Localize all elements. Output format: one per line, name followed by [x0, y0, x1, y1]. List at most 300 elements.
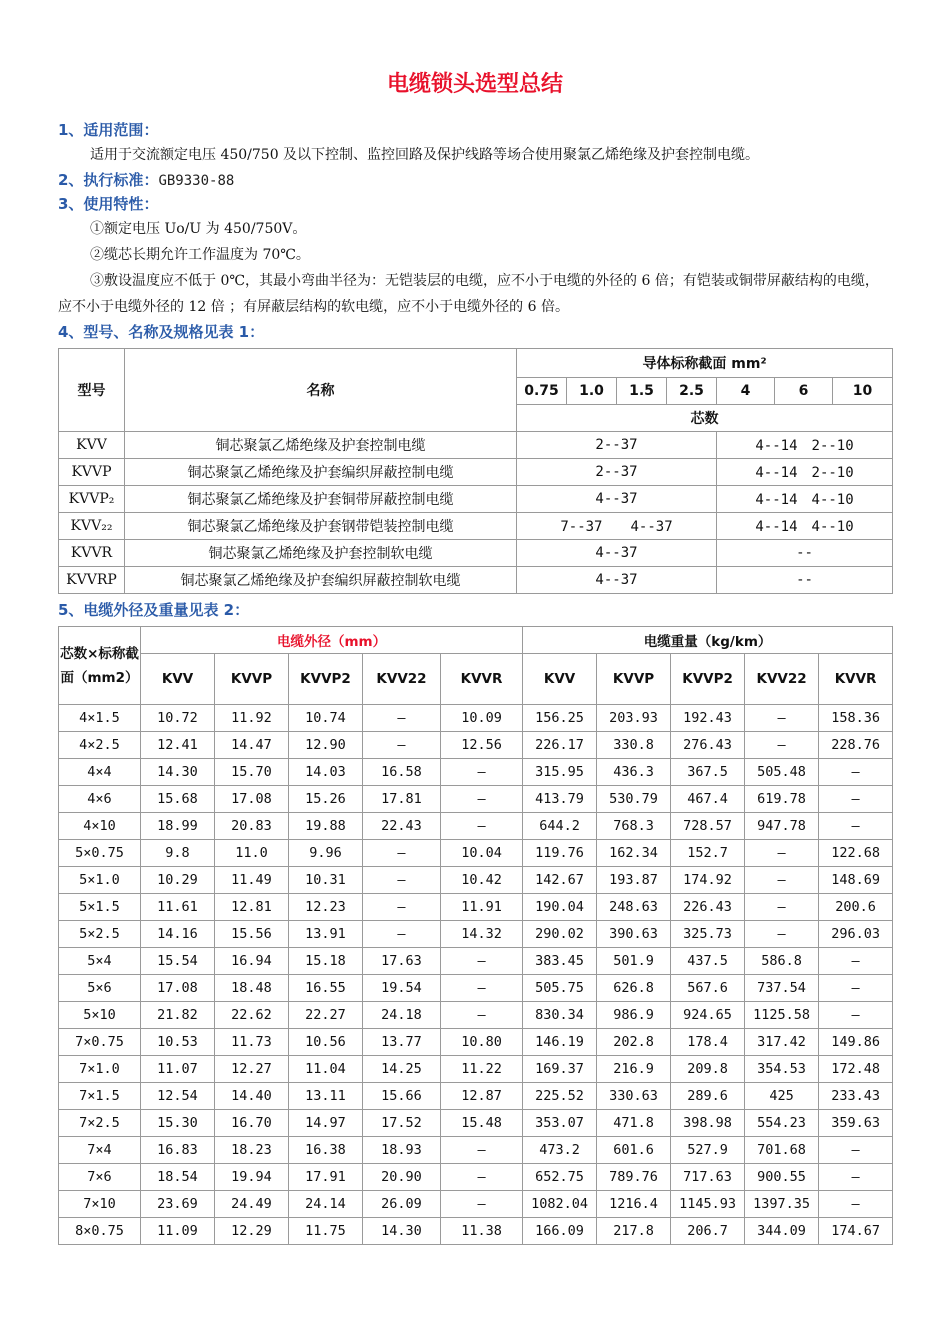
diameter-cell: 15.66 — [363, 1083, 441, 1110]
model-cell: KVVRP — [59, 567, 125, 594]
cores-cell: 2--37 — [517, 459, 717, 486]
header-spec: 芯数×标称截面（mm2） — [59, 627, 141, 705]
weight-cell: 190.04 — [523, 894, 597, 921]
diameter-cell: 16.94 — [215, 948, 289, 975]
spec-cell: 7×1.0 — [59, 1056, 141, 1083]
diameter-cell: 19.94 — [215, 1164, 289, 1191]
diameter-cell: 11.61 — [141, 894, 215, 921]
table-row — [59, 867, 893, 894]
header-size: 2.5 — [667, 378, 717, 405]
weight-cell: – — [819, 786, 893, 813]
diameter-cell: 21.82 — [141, 1002, 215, 1029]
spec-cell: 7×6 — [59, 1164, 141, 1191]
weight-cell: – — [819, 1164, 893, 1191]
diameter-cell: 11.07 — [141, 1056, 215, 1083]
diameter-cell: 15.68 — [141, 786, 215, 813]
diameter-cell: 11.75 — [289, 1218, 363, 1245]
diameter-cell: – — [441, 1002, 523, 1029]
cores-cell: 4--37 — [517, 486, 717, 513]
spec-cell: 4×6 — [59, 786, 141, 813]
weight-cell: 315.95 — [523, 759, 597, 786]
weight-cell: 947.78 — [745, 813, 819, 840]
cores-cell: -- — [717, 540, 893, 567]
diameter-cell: 10.31 — [289, 867, 363, 894]
model-cell: KVVP₂ — [59, 486, 125, 513]
section-1-text: 适用于交流额定电压 450/750 及以下控制、监控回路及保护线路等场合使用聚氯乙烯绝缘及护套控制电缆。 — [90, 147, 760, 163]
weight-cell: 225.52 — [523, 1083, 597, 1110]
weight-cell: 353.07 — [523, 1110, 597, 1137]
spec-cell: 7×4 — [59, 1137, 141, 1164]
weight-cell: 149.86 — [819, 1029, 893, 1056]
header-cores: 芯数 — [517, 405, 893, 432]
cores-cell: 7--37 4--37 — [517, 513, 717, 540]
diameter-cell: 12.54 — [141, 1083, 215, 1110]
feature-item: ③敷设温度应不低于 0℃，其最小弯曲半径为：无铠装层的电缆，应不小于电缆的外径的 6 倍；有铠装或铜带屏蔽结构的电缆，应不小于电缆外径的 12 倍 ；有屏蔽层结构的软电缆，应不小于电缆外径的 6 倍。 — [58, 273, 879, 315]
cores-cell: 4--14 2--10 — [717, 432, 893, 459]
weight-cell: 924.65 — [671, 1002, 745, 1029]
weight-cell: – — [819, 948, 893, 975]
weight-cell: 289.6 — [671, 1083, 745, 1110]
diameter-cell: 15.18 — [289, 948, 363, 975]
diameter-cell: 16.55 — [289, 975, 363, 1002]
name-cell: 铜芯聚氯乙烯绝缘及护套铜带屏蔽控制电缆 — [125, 486, 517, 513]
spec-cell: 7×2.5 — [59, 1110, 141, 1137]
feature-item: ②缆芯长期允许工作温度为 70℃。 — [90, 247, 310, 263]
diameter-cell: – — [441, 813, 523, 840]
weight-cell: – — [745, 867, 819, 894]
header-type: KVV22 — [363, 654, 441, 705]
diameter-cell: 15.54 — [141, 948, 215, 975]
table-row — [59, 975, 893, 1002]
diameter-cell: 14.16 — [141, 921, 215, 948]
weight-cell: 768.3 — [597, 813, 671, 840]
weight-cell: 209.8 — [671, 1056, 745, 1083]
diameter-cell: 26.09 — [363, 1191, 441, 1218]
diameter-cell: 11.38 — [441, 1218, 523, 1245]
weight-cell: 146.19 — [523, 1029, 597, 1056]
table-row — [59, 1083, 893, 1110]
diameter-cell: 10.42 — [441, 867, 523, 894]
weight-cell: 158.36 — [819, 705, 893, 732]
weight-cell: 206.7 — [671, 1218, 745, 1245]
weight-cell: 383.45 — [523, 948, 597, 975]
diameter-cell: 14.97 — [289, 1110, 363, 1137]
weight-cell: – — [819, 975, 893, 1002]
diameter-cell: – — [441, 1164, 523, 1191]
diameter-cell: 15.70 — [215, 759, 289, 786]
diameter-cell: 11.49 — [215, 867, 289, 894]
weight-cell: 367.5 — [671, 759, 745, 786]
header-type: KVVR — [819, 654, 893, 705]
table-row — [59, 540, 893, 567]
diameter-cell: 17.91 — [289, 1164, 363, 1191]
weight-cell: 701.68 — [745, 1137, 819, 1164]
weight-cell: 425 — [745, 1083, 819, 1110]
table-row — [59, 1056, 893, 1083]
weight-cell: 505.75 — [523, 975, 597, 1002]
table-row — [59, 1110, 893, 1137]
spec-cell: 7×10 — [59, 1191, 141, 1218]
cores-cell: 4--14 4--10 — [717, 513, 893, 540]
weight-cell: 142.67 — [523, 867, 597, 894]
table-row — [59, 1137, 893, 1164]
weight-cell: 789.76 — [597, 1164, 671, 1191]
weight-cell: 216.9 — [597, 1056, 671, 1083]
diameter-cell: 10.74 — [289, 705, 363, 732]
spec-cell: 5×6 — [59, 975, 141, 1002]
weight-cell: – — [745, 705, 819, 732]
weight-cell: 344.09 — [745, 1218, 819, 1245]
weight-cell: 200.6 — [819, 894, 893, 921]
table-row — [59, 921, 893, 948]
diameter-cell: 18.54 — [141, 1164, 215, 1191]
weight-cell: – — [745, 921, 819, 948]
weight-cell: 567.6 — [671, 975, 745, 1002]
header-size: 10 — [833, 378, 893, 405]
weight-cell: 193.87 — [597, 867, 671, 894]
spec-cell: 5×4 — [59, 948, 141, 975]
spec-cell: 8×0.75 — [59, 1218, 141, 1245]
cores-cell: 4--37 — [517, 567, 717, 594]
weight-cell: 527.9 — [671, 1137, 745, 1164]
weight-cell: 1125.58 — [745, 1002, 819, 1029]
diameter-cell: 10.80 — [441, 1029, 523, 1056]
weight-cell: 290.02 — [523, 921, 597, 948]
table-row — [59, 567, 893, 594]
diameter-cell: 14.32 — [441, 921, 523, 948]
table-row — [59, 459, 893, 486]
diameter-cell: 12.90 — [289, 732, 363, 759]
header-type: KVV22 — [745, 654, 819, 705]
model-cell: KVVR — [59, 540, 125, 567]
weight-cell: 162.34 — [597, 840, 671, 867]
table-row — [59, 705, 893, 732]
section-2-label: 2、执行标准： — [58, 171, 159, 189]
weight-cell: 737.54 — [745, 975, 819, 1002]
model-cell: KVVP — [59, 459, 125, 486]
diameter-cell: 11.91 — [441, 894, 523, 921]
weight-cell: 228.76 — [819, 732, 893, 759]
diameter-cell: 24.49 — [215, 1191, 289, 1218]
header-size: 0.75 — [517, 378, 567, 405]
header-size: 1.0 — [567, 378, 617, 405]
weight-cell: 192.43 — [671, 705, 745, 732]
weight-cell: 530.79 — [597, 786, 671, 813]
diameter-cell: 9.96 — [289, 840, 363, 867]
weight-cell: 413.79 — [523, 786, 597, 813]
diameter-cell: 10.72 — [141, 705, 215, 732]
spec-cell: 5×1.5 — [59, 894, 141, 921]
weight-cell: 248.63 — [597, 894, 671, 921]
weight-cell: 174.67 — [819, 1218, 893, 1245]
table-row — [59, 759, 893, 786]
cores-cell: 4--14 2--10 — [717, 459, 893, 486]
weight-cell: 233.43 — [819, 1083, 893, 1110]
diameter-cell: 14.25 — [363, 1056, 441, 1083]
cores-cell: -- — [717, 567, 893, 594]
diameter-cell: 15.56 — [215, 921, 289, 948]
spec-cell: 5×2.5 — [59, 921, 141, 948]
weight-cell: 717.63 — [671, 1164, 745, 1191]
diameter-cell: – — [441, 759, 523, 786]
weight-cell: 148.69 — [819, 867, 893, 894]
weight-cell: 437.5 — [671, 948, 745, 975]
diameter-cell: 24.18 — [363, 1002, 441, 1029]
header-type: KVVP2 — [671, 654, 745, 705]
weight-cell: 586.8 — [745, 948, 819, 975]
diameter-cell: – — [363, 894, 441, 921]
header-type: KVV — [141, 654, 215, 705]
weight-cell: – — [819, 759, 893, 786]
diameter-cell: – — [363, 921, 441, 948]
table-row — [59, 894, 893, 921]
weight-cell: 1082.04 — [523, 1191, 597, 1218]
model-cell: KVV₂₂ — [59, 513, 125, 540]
weight-cell: – — [819, 1137, 893, 1164]
header-diameter: 电缆外径（mm） — [141, 627, 523, 654]
weight-cell: 728.57 — [671, 813, 745, 840]
weight-cell: 296.03 — [819, 921, 893, 948]
header-type: KVV — [523, 654, 597, 705]
weight-cell: 325.73 — [671, 921, 745, 948]
table-row — [59, 1218, 893, 1245]
spec-cell: 4×4 — [59, 759, 141, 786]
section-3-heading: 3、使用特性： — [58, 195, 159, 213]
diameter-cell: 17.08 — [141, 975, 215, 1002]
weight-cell: 217.8 — [597, 1218, 671, 1245]
name-cell: 铜芯聚氯乙烯绝缘及护套控制软电缆 — [125, 540, 517, 567]
table-row — [59, 1191, 893, 1218]
name-cell: 铜芯聚氯乙烯绝缘及护套编织屏蔽控制软电缆 — [125, 567, 517, 594]
diameter-cell: – — [363, 867, 441, 894]
cores-cell: 4--37 — [517, 540, 717, 567]
spec-cell: 4×10 — [59, 813, 141, 840]
weight-cell: 119.76 — [523, 840, 597, 867]
table-row — [59, 732, 893, 759]
weight-cell: 202.8 — [597, 1029, 671, 1056]
weight-cell: 398.98 — [671, 1110, 745, 1137]
header-type: KVVP — [215, 654, 289, 705]
diameter-cell: 10.53 — [141, 1029, 215, 1056]
weight-cell: 471.8 — [597, 1110, 671, 1137]
cores-cell: 2--37 — [517, 432, 717, 459]
diameter-cell: 14.40 — [215, 1083, 289, 1110]
weight-cell: 169.37 — [523, 1056, 597, 1083]
diameter-cell: 15.26 — [289, 786, 363, 813]
header-section: 导体标称截面 mm² — [517, 349, 893, 378]
spec-cell: 7×0.75 — [59, 1029, 141, 1056]
weight-cell: 501.9 — [597, 948, 671, 975]
diameter-cell: 18.23 — [215, 1137, 289, 1164]
spec-cell: 4×1.5 — [59, 705, 141, 732]
diameter-cell: 17.52 — [363, 1110, 441, 1137]
weight-cell: 226.43 — [671, 894, 745, 921]
diameter-cell: 17.63 — [363, 948, 441, 975]
diameter-cell: 11.92 — [215, 705, 289, 732]
section-5-heading: 5、电缆外径及重量见表 2： — [58, 601, 250, 619]
diameter-cell: 9.8 — [141, 840, 215, 867]
diameter-cell: 11.22 — [441, 1056, 523, 1083]
diameter-cell: 20.83 — [215, 813, 289, 840]
diameter-cell: 11.04 — [289, 1056, 363, 1083]
diameter-cell: 23.69 — [141, 1191, 215, 1218]
weight-cell: 122.68 — [819, 840, 893, 867]
weight-cell: 174.92 — [671, 867, 745, 894]
diameter-cell: – — [363, 732, 441, 759]
weight-cell: 986.9 — [597, 1002, 671, 1029]
diameter-cell: 10.04 — [441, 840, 523, 867]
weight-cell: 1216.4 — [597, 1191, 671, 1218]
feature-item: ①额定电压 Uo/U 为 450/750V。 — [90, 221, 307, 237]
diameter-cell: 22.27 — [289, 1002, 363, 1029]
diameter-cell: – — [441, 786, 523, 813]
spec-cell: 5×0.75 — [59, 840, 141, 867]
weight-cell: – — [745, 894, 819, 921]
diameter-cell: 11.09 — [141, 1218, 215, 1245]
weight-cell: – — [745, 840, 819, 867]
diameter-cell: 12.41 — [141, 732, 215, 759]
spec-cell: 4×2.5 — [59, 732, 141, 759]
weight-cell: 172.48 — [819, 1056, 893, 1083]
weight-cell: 330.63 — [597, 1083, 671, 1110]
diameter-cell: 18.99 — [141, 813, 215, 840]
weight-cell: 436.3 — [597, 759, 671, 786]
name-cell: 铜芯聚氯乙烯绝缘及护套控制电缆 — [125, 432, 517, 459]
diameter-cell: 14.47 — [215, 732, 289, 759]
header-size: 6 — [775, 378, 833, 405]
header-type: KVVP2 — [289, 654, 363, 705]
section-4-heading: 4、型号、名称及规格见表 1： — [58, 323, 265, 341]
table-row — [59, 813, 893, 840]
spec-table — [58, 348, 893, 594]
table-row — [59, 513, 893, 540]
diameter-cell: 17.81 — [363, 786, 441, 813]
weight-cell: 359.63 — [819, 1110, 893, 1137]
table-row — [59, 786, 893, 813]
table-row — [59, 1002, 893, 1029]
weight-cell: 467.4 — [671, 786, 745, 813]
name-cell: 铜芯聚氯乙烯绝缘及护套钢带铠装控制电缆 — [125, 513, 517, 540]
table-row — [59, 1164, 893, 1191]
diameter-cell: 12.27 — [215, 1056, 289, 1083]
diameter-cell: 10.09 — [441, 705, 523, 732]
diameter-cell: 11.73 — [215, 1029, 289, 1056]
weight-cell: 1397.35 — [745, 1191, 819, 1218]
weight-cell: 505.48 — [745, 759, 819, 786]
weight-cell: 626.8 — [597, 975, 671, 1002]
diameter-cell: 24.14 — [289, 1191, 363, 1218]
diameter-cell: 14.30 — [363, 1218, 441, 1245]
diameter-cell: 22.43 — [363, 813, 441, 840]
diameter-cell: 10.56 — [289, 1029, 363, 1056]
table-row — [59, 840, 893, 867]
weight-cell: 354.53 — [745, 1056, 819, 1083]
diameter-cell: 15.30 — [141, 1110, 215, 1137]
weight-cell: 900.55 — [745, 1164, 819, 1191]
diameter-cell: 20.90 — [363, 1164, 441, 1191]
header-model: 型号 — [59, 349, 125, 432]
model-cell: KVV — [59, 432, 125, 459]
diameter-cell: 12.87 — [441, 1083, 523, 1110]
weight-cell: 317.42 — [745, 1029, 819, 1056]
diameter-cell: 19.88 — [289, 813, 363, 840]
diameter-cell: – — [441, 1137, 523, 1164]
diameter-cell: 16.83 — [141, 1137, 215, 1164]
diameter-cell: – — [441, 975, 523, 1002]
spec-cell: 5×10 — [59, 1002, 141, 1029]
diameter-cell: 19.54 — [363, 975, 441, 1002]
header-name: 名称 — [125, 349, 517, 432]
diameter-cell: 16.38 — [289, 1137, 363, 1164]
diameter-cell: 16.58 — [363, 759, 441, 786]
section-1-heading: 1、适用范围： — [58, 121, 159, 139]
diameter-cell: 17.08 — [215, 786, 289, 813]
header-type: KVVR — [441, 654, 523, 705]
diameter-cell: 12.29 — [215, 1218, 289, 1245]
diameter-cell: 13.91 — [289, 921, 363, 948]
diameter-cell: 11.0 — [215, 840, 289, 867]
diameter-cell: 18.93 — [363, 1137, 441, 1164]
diameter-cell: 12.23 — [289, 894, 363, 921]
spec-cell: 7×1.5 — [59, 1083, 141, 1110]
weight-cell: 390.63 — [597, 921, 671, 948]
weight-cell: – — [819, 1191, 893, 1218]
table-row — [59, 486, 893, 513]
weight-cell: 226.17 — [523, 732, 597, 759]
diameter-cell: – — [441, 1191, 523, 1218]
weight-cell: 473.2 — [523, 1137, 597, 1164]
weight-cell: 156.25 — [523, 705, 597, 732]
weight-cell: 619.78 — [745, 786, 819, 813]
diameter-cell: 13.77 — [363, 1029, 441, 1056]
diameter-cell: 14.03 — [289, 759, 363, 786]
weight-cell: 830.34 — [523, 1002, 597, 1029]
diameter-cell: 22.62 — [215, 1002, 289, 1029]
diameter-cell: – — [363, 840, 441, 867]
weight-cell: 554.23 — [745, 1110, 819, 1137]
weight-cell: – — [819, 813, 893, 840]
diameter-cell: 18.48 — [215, 975, 289, 1002]
header-size: 1.5 — [617, 378, 667, 405]
diameter-cell: 16.70 — [215, 1110, 289, 1137]
cores-cell: 4--14 4--10 — [717, 486, 893, 513]
diameter-cell: 12.81 — [215, 894, 289, 921]
section-2-heading — [58, 168, 892, 192]
diameter-cell: – — [363, 705, 441, 732]
header-size: 4 — [717, 378, 775, 405]
weight-cell: 203.93 — [597, 705, 671, 732]
document-page — [58, 70, 892, 1245]
weight-cell: 166.09 — [523, 1218, 597, 1245]
spec-cell: 5×1.0 — [59, 867, 141, 894]
diameter-cell: 12.56 — [441, 732, 523, 759]
weight-cell: 276.43 — [671, 732, 745, 759]
diameter-cell: 15.48 — [441, 1110, 523, 1137]
header-type: KVVP — [597, 654, 671, 705]
diameter-weight-table — [58, 626, 893, 1245]
weight-cell: – — [819, 1002, 893, 1029]
diameter-cell: 14.30 — [141, 759, 215, 786]
standard-code: GB9330-88 — [158, 173, 235, 189]
weight-cell: 1145.93 — [671, 1191, 745, 1218]
weight-cell: 178.4 — [671, 1029, 745, 1056]
diameter-cell: 13.11 — [289, 1083, 363, 1110]
weight-cell: 644.2 — [523, 813, 597, 840]
weight-cell: 652.75 — [523, 1164, 597, 1191]
page-title: 电缆锁头选型总结 — [386, 72, 563, 97]
weight-cell: 601.6 — [597, 1137, 671, 1164]
name-cell: 铜芯聚氯乙烯绝缘及护套编织屏蔽控制电缆 — [125, 459, 517, 486]
